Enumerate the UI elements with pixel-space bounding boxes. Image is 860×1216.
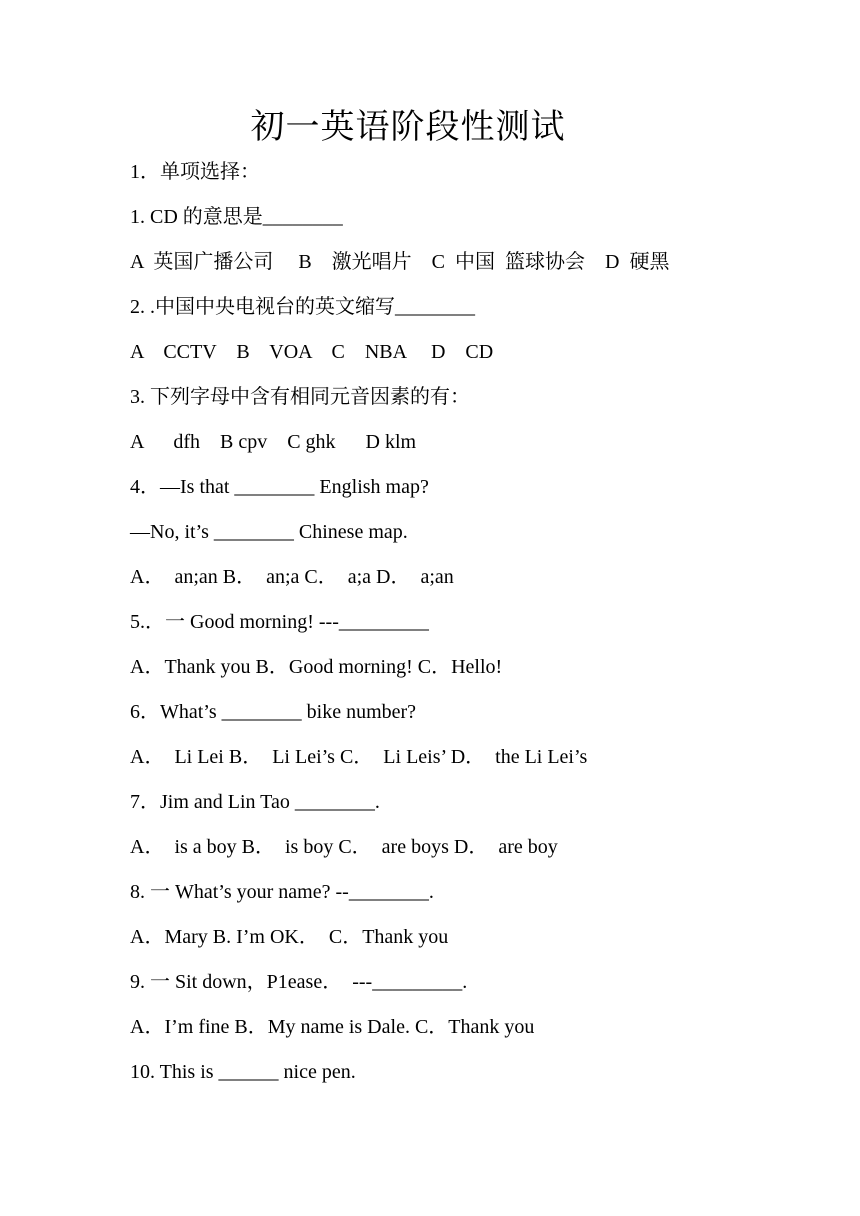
text-line: A． an;an B． an;a C． a;a D． a;an <box>130 566 454 588</box>
text-line: 5.．一 Good morning! ---_________ <box>130 611 429 633</box>
text-line: —No, it’s ________ Chinese map. <box>130 521 408 543</box>
text-line: 1. CD 的意思是________ <box>130 206 343 228</box>
text-line: A． Li Lei B． Li Lei’s C． Li Leis’ D． the Li Lei’s <box>130 746 588 768</box>
text-line: 2. .中国中央电视台的英文缩写________ <box>130 296 475 318</box>
text-line: A．I’m fine B．My name is Dale. C．Thank you <box>130 1016 535 1038</box>
text-line: A dfh B cpv C ghk D klm <box>130 431 417 453</box>
question-list <box>130 157 830 1102</box>
text-line: 3. 下列字母中含有相同元音因素的有： <box>130 386 470 408</box>
text-line: A．Thank you B．Good morning! C．Hello! <box>130 656 503 678</box>
text-line: A 英国广播公司 B 激光唱片 C 中国 篮球协会 D 硬黑 <box>130 251 670 273</box>
text-line: A． is a boy B． is boy C． are boys D． are boy <box>130 836 558 858</box>
text-line: 9. 一 Sit down，P1ease． ---_________. <box>130 971 468 993</box>
text-line: 1．单项选择： <box>130 161 260 183</box>
document-title: 初一英语阶段性测试 <box>250 107 566 147</box>
text-line: 10. This is ______ nice pen. <box>130 1061 356 1083</box>
text-line: 6．What’s ________ bike number? <box>130 701 417 723</box>
text-line: 4．—Is that ________ English map? <box>130 476 429 498</box>
text-line: A CCTV B VOA C NBA D CD <box>130 341 494 363</box>
text-line: 8. 一 What’s your name? --________. <box>130 881 434 903</box>
text-line: 7．Jim and Lin Tao ________. <box>130 791 380 813</box>
text-line: A．Mary B. I’m OK． C．Thank you <box>130 926 449 948</box>
